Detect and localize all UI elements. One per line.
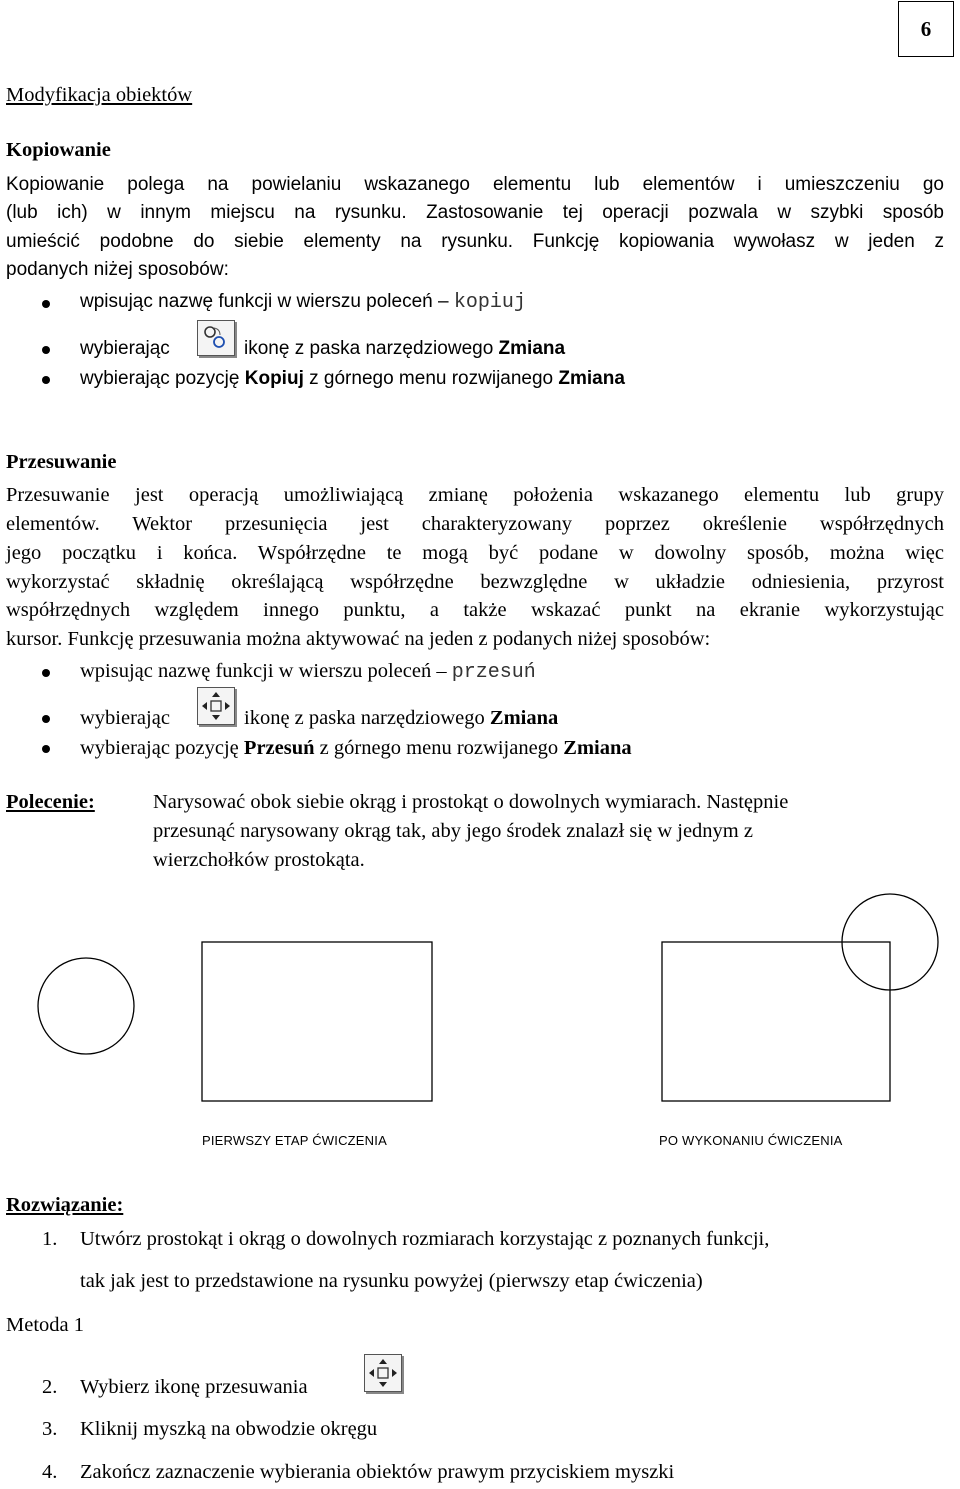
bullet-dot	[42, 376, 50, 384]
step-1-line-2: tak jak jest to przedstawione na rysunku powyżej (pierwszy etap ćwiczenia)	[80, 1270, 703, 1292]
step-1-line-1: Utwórz prostokąt i okrąg o dowolnych rozmiarach korzystając z poznanych funkcji,	[80, 1228, 770, 1250]
exercise-figure	[0, 880, 960, 1140]
move-heading: Przesuwanie	[6, 451, 117, 473]
figure-first-stage	[38, 942, 432, 1101]
task-line-3: wierzchołków prostokąta.	[153, 849, 365, 871]
task-line-2: przesunąć narysowany okrąg tak, aby jego środek znalazł się w jednym z	[153, 820, 753, 842]
move-para-line-6: kursor. Funkcję przesuwania można aktywować na jeden z podanych niżej sposobów:	[6, 628, 711, 650]
move-icon	[364, 1354, 402, 1392]
copy-para-line-4: podanych niżej sposobów:	[6, 259, 229, 280]
bullet-dot	[42, 300, 50, 308]
move-para-line-5: współrzędnych względem innego punktu, a także wskazać punkt na ekranie wykorzystując	[6, 599, 944, 621]
copy-bullet-1	[80, 291, 526, 314]
figure-rectangle-after	[662, 942, 890, 1101]
task-line-1: Narysować obok siebie okrąg i prostokąt o dowolnych wymiarach. Następnie	[153, 791, 789, 813]
bullet-dot	[42, 715, 50, 723]
step-2-number: 2.	[42, 1376, 58, 1398]
step-3-text: Kliknij myszką na obwodzie okręgu	[80, 1418, 378, 1440]
copy-icon	[197, 320, 235, 356]
solution-label: Rozwiązanie:	[6, 1194, 124, 1216]
move-bullet-2-text-b: ikonę z paska narzędziowego Zmiana	[244, 707, 559, 729]
copy-para-line-1: Kopiowanie polega na powielaniu wskazanego elementu lub elementów i umieszczeniu go	[6, 174, 944, 195]
bullet-dot	[42, 669, 50, 677]
step-3-number: 3.	[42, 1418, 58, 1440]
step-1-number: 1.	[42, 1228, 58, 1250]
copy-para-line-2: (lub ich) w innym miejscu na rysunku. Zastosowanie tej operacji pozwala w szybki sposób	[6, 202, 944, 223]
copy-bullet-2-text-b: ikonę z paska narzędziowego Zmiana	[244, 338, 566, 359]
move-para-line-4: wykorzystać składnię określającą współrzędne bezwzględne w układzie odniesienia, przyrost	[6, 571, 944, 593]
copy-para-line-3: umieścić podobne do siebie elementy na rysunku. Funkcję kopiowania wywołasz w jeden z	[6, 231, 944, 252]
step-2-text: Wybierz ikonę przesuwania	[80, 1376, 308, 1398]
caption-after-exercise: PO WYKONANIU ĆWICZENIA	[659, 1133, 843, 1148]
move-bullet-3: wybierając pozycję Przesuń z górnego menu rozwijanego Zmiana	[80, 737, 632, 759]
copy-bullet-2-text-a: wybierając	[80, 338, 170, 359]
move-para-line-3: jego początku i końca. Współrzędne te mogą być podane w dowolny sposób, można więc	[6, 542, 944, 564]
bullet-dot	[42, 745, 50, 753]
figure-circle	[38, 958, 134, 1054]
move-bullet-1: wpisując nazwę funkcji w wierszu poleceń – przesuń	[80, 660, 536, 684]
command-kopiuj: kopiuj	[453, 291, 526, 314]
step-4-number: 4.	[42, 1461, 58, 1483]
bullet-dot	[42, 346, 50, 354]
method-label: Metoda 1	[6, 1314, 84, 1336]
page-title: Modyfikacja obiektów	[6, 84, 193, 106]
step-4-text: Zakończ zaznaczenie wybierania obiektów prawym przyciskiem myszki	[80, 1461, 675, 1483]
move-para-line-2: elementów. Wektor przesunięcia jest charakteryzowany poprzez określenie współrzędnych	[6, 513, 944, 535]
page-number: 6	[898, 1, 954, 57]
bullet-text: wpisując nazwę funkcji w wierszu poleceń –	[80, 291, 454, 312]
task-label: Polecenie:	[6, 791, 95, 813]
figure-rectangle	[202, 942, 432, 1101]
caption-first-stage: PIERWSZY ETAP ĆWICZENIA	[202, 1133, 387, 1148]
command-przesun: przesuń	[451, 661, 536, 684]
move-para-line-1: Przesuwanie jest operacją umożliwiającą zmianę położenia wskazanego elementu lub grupy	[6, 484, 944, 506]
figure-after-exercise	[662, 894, 938, 1101]
move-icon	[197, 687, 235, 725]
move-bullet-2-text-a: wybierając	[80, 707, 170, 729]
copy-heading: Kopiowanie	[6, 139, 111, 161]
copy-bullet-3: wybierając pozycję Kopiuj z górnego menu rozwijanego Zmiana	[80, 368, 625, 389]
